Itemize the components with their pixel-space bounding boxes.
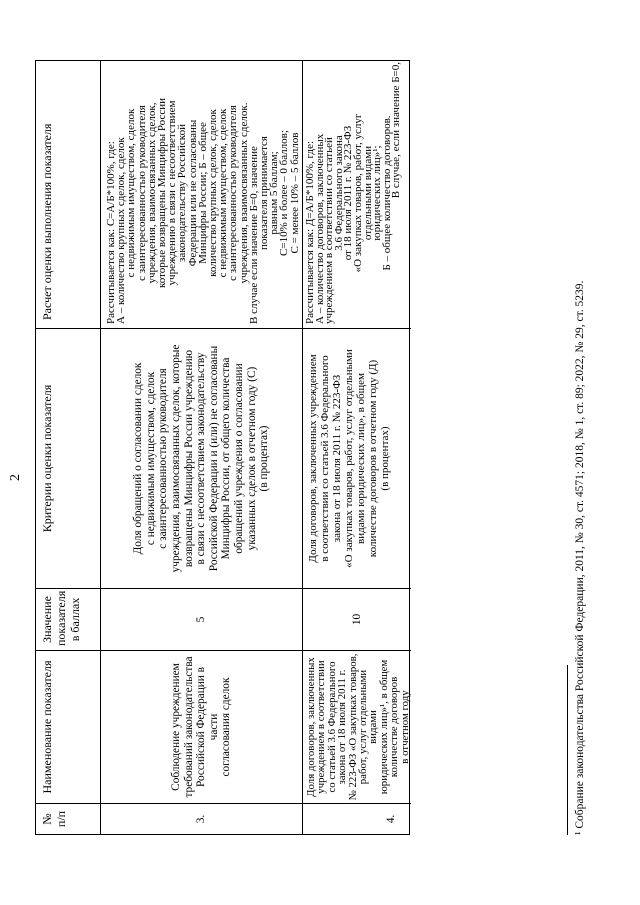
header-criteria: Критерии оценки показателя xyxy=(36,329,100,589)
row-value: 10 xyxy=(303,589,411,651)
footnote: ¹ Собрание законодательства Российской Федерации, 2011, № 30, ст. 4571; 2018, № 1, ст. 89; 2022, № 29, ст. 5239. xyxy=(574,280,586,835)
row-calc: Рассчитывается как: Д=А/Б*100%, где: А – количество договоров, заключенных учреждением в соответствии со статьей 3.6 Федерального закона от 18 июля 2011 г. № 223-ФЗ «О закупках товаров, работ, услуг отдельными видами юридических лиц»¹; Б – общее количество договоров. В случае, если значение Б=0, xyxy=(303,59,411,329)
row-calc: Рассчитывается как: С=А/Б*100%, где: А – количество крупных сделок, сделок с недвижимым имуществом, сделок с заинтересованностью руководителя учреждения, взаимосвязанных сделок, которые возвращены Минцифры России учреждению в связи с несоответствием законодательству Российской Федерации или не согласованы Минцифры России; Б – общее количество крупных сделок, сделок с недвижимым имуществом, сделок с заинтересованностью руководителя учреждения, взаимосвязанных сделок. В случае если значение Б=0, значение показателя принимается равным 5 баллам; С=10% и более – 0 баллов; С = менее 10% – 5 баллов xyxy=(101,59,302,329)
row-name: Доля договоров, заключенных учреждением в соответствии со статьей 3.6 Федерального закона от 18 июля 2011 г. № 223-ФЗ «О закупках товаров, работ, услуг отдельными видами юридических лиц»¹, в общем количестве договоров в отчетном году xyxy=(303,651,411,804)
row-value: 5 xyxy=(101,589,302,651)
row-name: Соблюдение учреждением требований законодательства Российской Федерации в части согласования сделок xyxy=(101,651,302,804)
table-row xyxy=(303,61,411,834)
page-number: 2 xyxy=(8,474,23,481)
row-criteria: Доля обращений о согласовании сделок с недвижимым имуществом, сделок с заинтересованностью руководителя учреждения, взаимосвязанных сделок, которые возвращены Минцифры России учреждению в связи с несоответствием законодательству Российской Федерации и (или) не согласованы Минцифры России, от общего количества обращений учреждения о согласовании указанных сделок в отчетном году (С) (в процентах) xyxy=(101,329,302,589)
header-name: Наименование показателя xyxy=(36,651,100,804)
row-num: 3. xyxy=(195,814,208,824)
header-value: Значение показателя в баллах xyxy=(36,589,100,651)
indicator-table xyxy=(35,60,410,835)
row-criteria: Доля договоров, заключенных учреждением в соответствии со статьей 3.6 Федерального закона от 18 июля 2011 г. № 223-ФЗ «О закупках товаров, работ, услуг отдельными видами юридических лиц», в общем количестве договоров в отчетном году (Д) (в процентах) xyxy=(303,329,411,589)
table-row xyxy=(101,61,303,834)
header-num: № п/п xyxy=(40,810,68,828)
table-header-row xyxy=(36,61,101,834)
header-calc: Расчет оценки выполнения показателя xyxy=(36,59,100,329)
row-num: 4. xyxy=(385,814,397,824)
footnote-rule xyxy=(567,665,568,835)
